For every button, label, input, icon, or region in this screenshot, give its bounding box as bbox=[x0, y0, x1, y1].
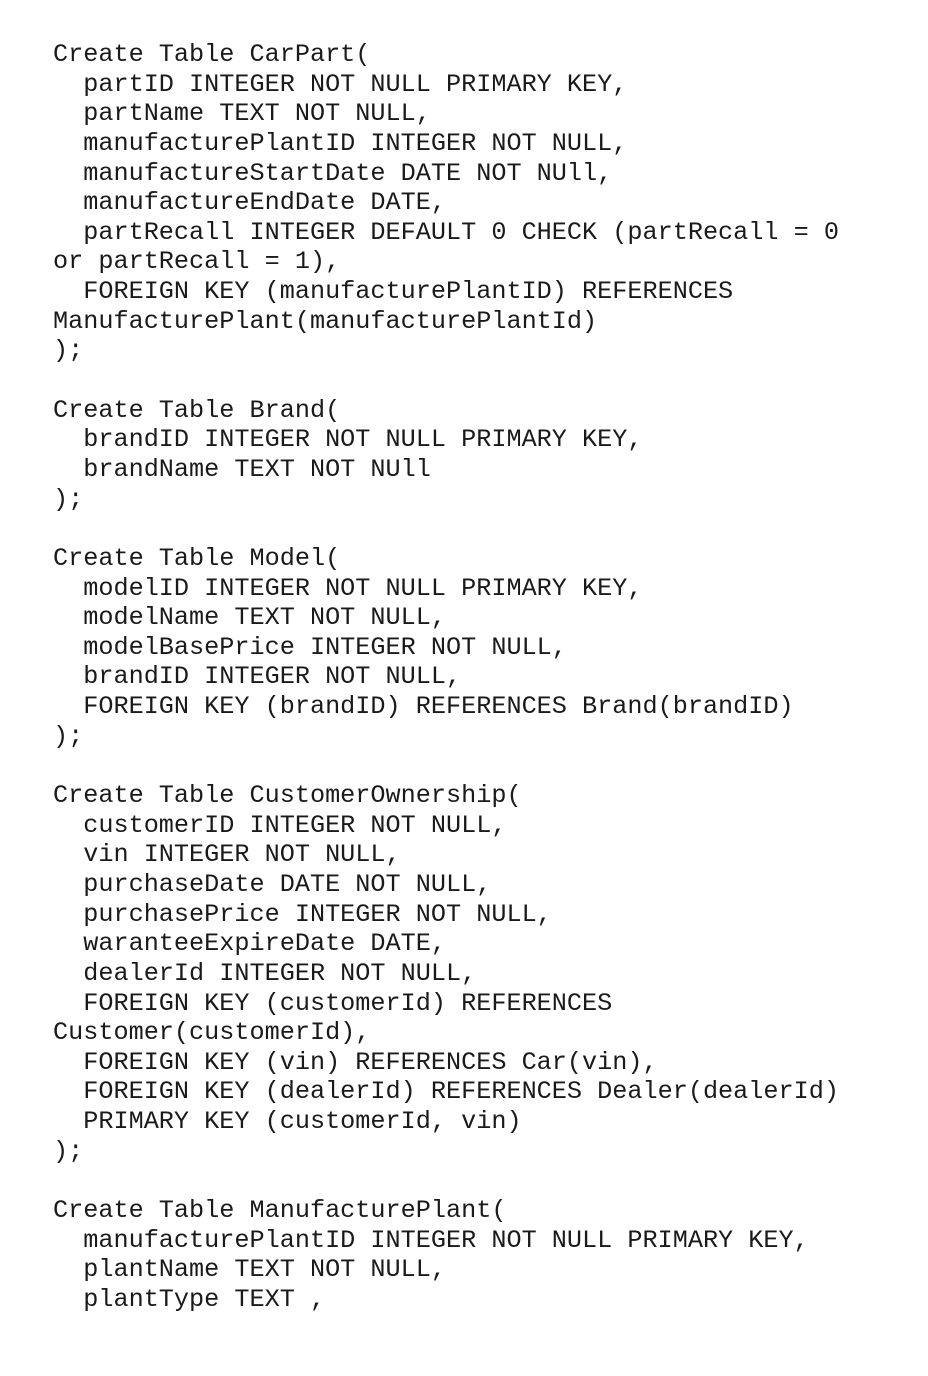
code-line: dealerId INTEGER NOT NULL, bbox=[53, 958, 477, 988]
code-line: partRecall INTEGER DEFAULT 0 CHECK (partRecall = 0 bbox=[53, 217, 839, 247]
code-line: ); bbox=[53, 336, 84, 366]
code-line: Create Table CarPart( bbox=[53, 40, 371, 69]
code-line: FOREIGN KEY (dealerId) REFERENCES Dealer(dealerId) bbox=[53, 1077, 839, 1107]
code-line: ManufacturePlant(manufacturePlantId) bbox=[53, 306, 598, 336]
code-line: brandName TEXT NOT NUll bbox=[53, 454, 431, 484]
blank-line bbox=[53, 751, 913, 781]
code-line: vin INTEGER NOT NULL, bbox=[53, 840, 401, 870]
code-line: plantType TEXT , bbox=[53, 1284, 326, 1314]
code-line: manufacturePlantID INTEGER NOT NULL PRIMARY KEY, bbox=[53, 1225, 809, 1255]
code-line: customerID INTEGER NOT NULL, bbox=[53, 810, 507, 840]
code-line: Create Table CustomerOwnership( bbox=[53, 781, 522, 811]
code-line: FOREIGN KEY (brandID) REFERENCES Brand(brandID) bbox=[53, 692, 794, 722]
code-line: modelBasePrice INTEGER NOT NULL, bbox=[53, 632, 567, 662]
code-line: purchasePrice INTEGER NOT NULL, bbox=[53, 899, 552, 929]
code-line: brandID INTEGER NOT NULL PRIMARY KEY, bbox=[53, 425, 643, 455]
code-line: Create Table Brand( bbox=[53, 395, 341, 425]
code-line: Create Table Model( bbox=[53, 543, 341, 573]
code-line: or partRecall = 1), bbox=[53, 247, 341, 277]
code-line: Create Table ManufacturePlant( bbox=[53, 1195, 507, 1225]
code-line: partID INTEGER NOT NULL PRIMARY KEY, bbox=[53, 69, 628, 99]
code-line: partName TEXT NOT NULL, bbox=[53, 99, 431, 129]
code-line: PRIMARY KEY (customerId, vin) bbox=[53, 1107, 522, 1137]
code-line: FOREIGN KEY (manufacturePlantID) REFERENCES bbox=[53, 277, 734, 307]
code-line: Customer(customerId), bbox=[53, 1018, 371, 1048]
code-line: brandID INTEGER NOT NULL, bbox=[53, 662, 462, 692]
sql-document bbox=[53, 40, 913, 1315]
code-line: plantName TEXT NOT NULL, bbox=[53, 1255, 446, 1285]
code-line: manufactureEndDate DATE, bbox=[53, 188, 446, 218]
code-line: waranteeExpireDate DATE, bbox=[53, 929, 446, 959]
code-line: manufactureStartDate DATE NOT NUll, bbox=[53, 158, 613, 188]
code-line: modelID INTEGER NOT NULL PRIMARY KEY, bbox=[53, 573, 643, 603]
blank-line bbox=[53, 1166, 913, 1196]
blank-line bbox=[53, 366, 913, 396]
code-line: ); bbox=[53, 721, 84, 751]
code-line: FOREIGN KEY (customerId) REFERENCES bbox=[53, 988, 613, 1018]
code-line: manufacturePlantID INTEGER NOT NULL, bbox=[53, 128, 628, 158]
blank-line bbox=[53, 514, 913, 544]
code-line: ); bbox=[53, 484, 84, 514]
code-line: purchaseDate DATE NOT NULL, bbox=[53, 869, 492, 899]
code-line: ); bbox=[53, 1136, 84, 1166]
code-line: FOREIGN KEY (vin) REFERENCES Car(vin), bbox=[53, 1047, 658, 1077]
code-line: modelName TEXT NOT NULL, bbox=[53, 603, 446, 633]
